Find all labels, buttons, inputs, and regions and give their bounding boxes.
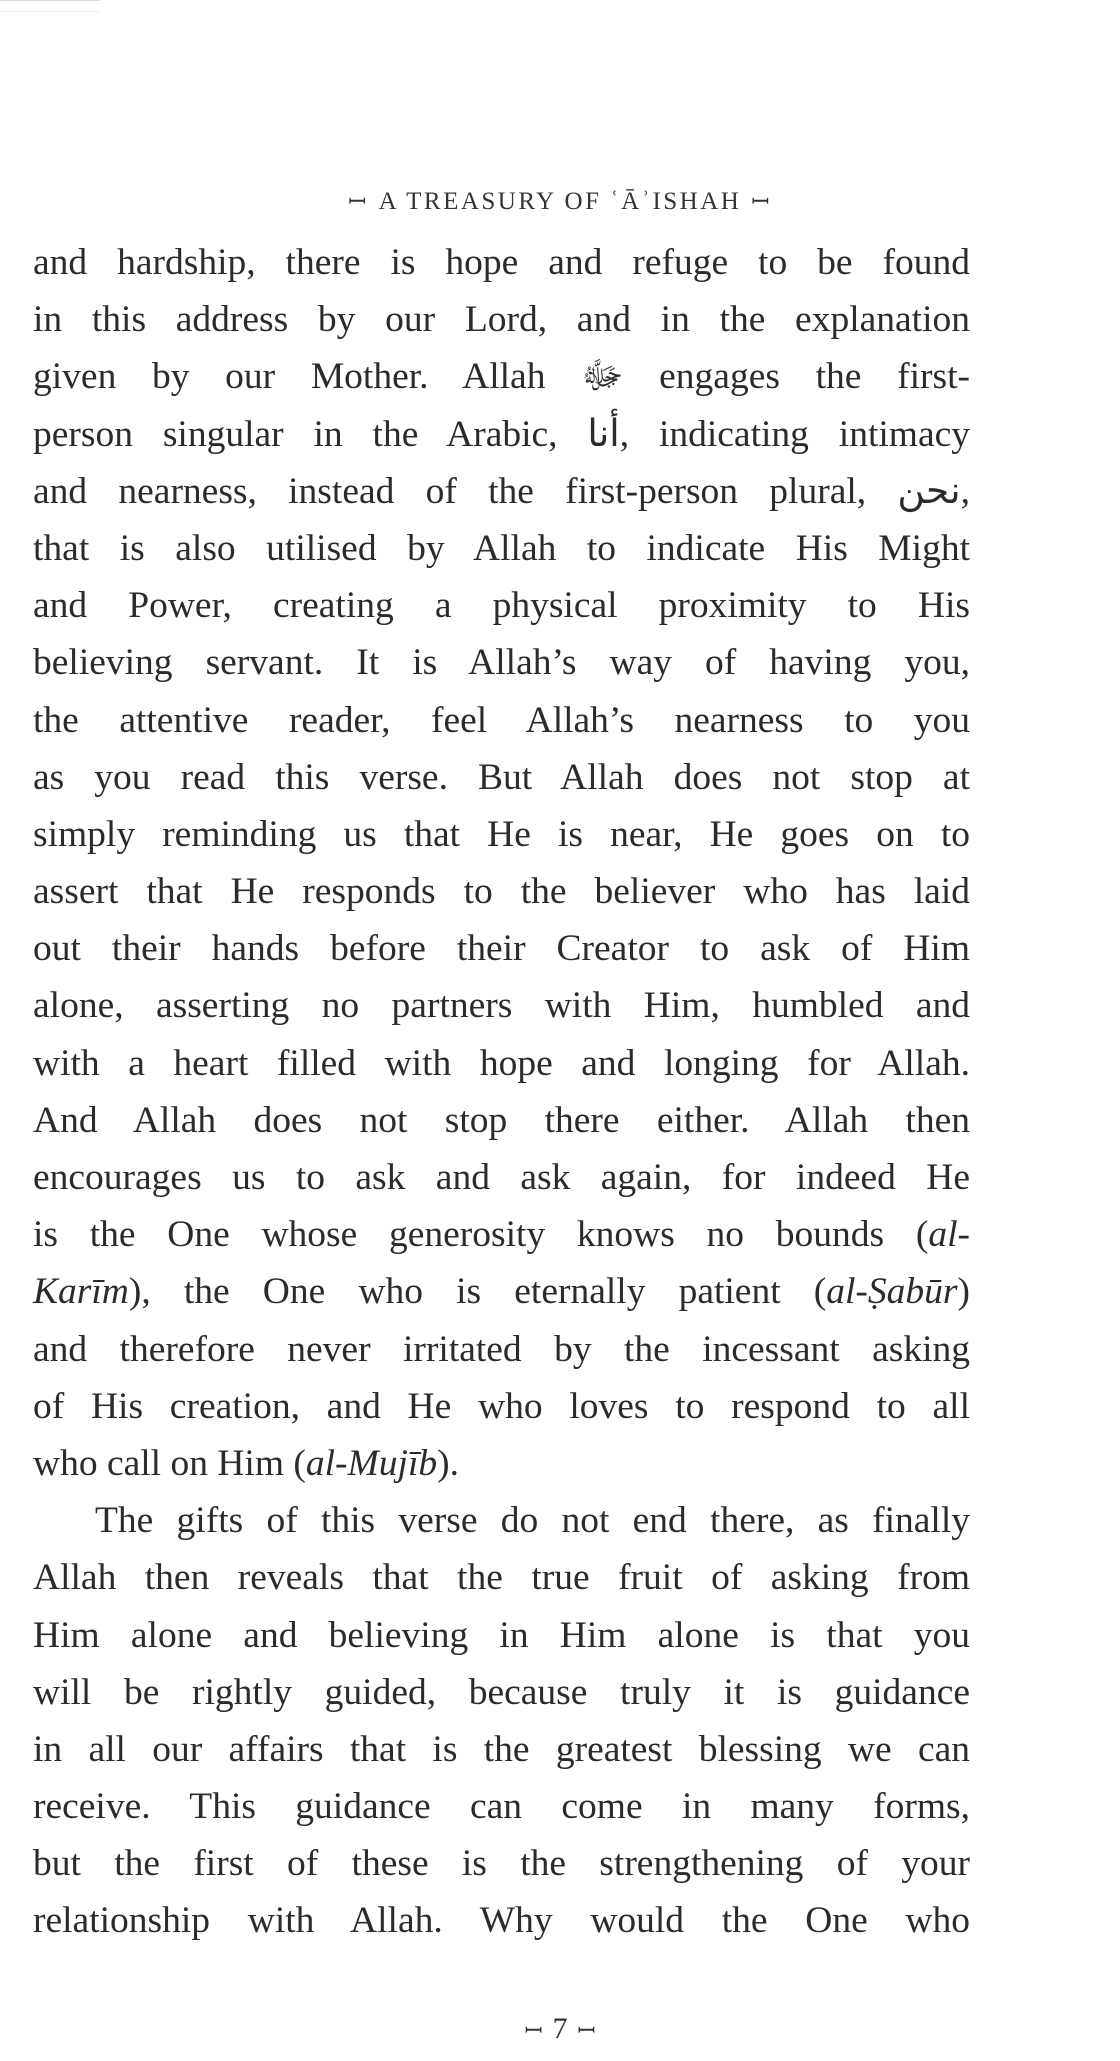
text-line: The gifts of this verse do not end there, as finally (95, 1500, 970, 1542)
text-line: And Allah does not stop there either. Allah then (33, 1099, 970, 1141)
text-line: and hardship, there is hope and refuge to be found (33, 242, 970, 283)
page-number: 7 (552, 2012, 568, 2045)
text-line: with a heart filled with hope and longing for Allah. (33, 1042, 970, 1084)
body-text (33, 234, 970, 1950)
scan-edge-mark (0, 0, 100, 12)
ornament-left-icon: ꟷ (348, 189, 369, 214)
text-line: Karīm), the One who is eternally patient (al-Ṣabūr) (33, 1271, 970, 1313)
text-line: and Power, creating a physical proximity to His (33, 585, 970, 627)
ornament-right-icon: ꟷ (577, 2018, 596, 2043)
text-line: out their hands before their Creator to ask of Him (33, 928, 970, 970)
page-footer (0, 2012, 1120, 2046)
ornament-left-icon: ꟷ (524, 2018, 543, 2043)
text-line: and nearness, instead of the first-person plural, نحن, (33, 470, 970, 512)
text-line: believing servant. It is Allah’s way of having you, (33, 642, 970, 684)
text-line: and therefore never irritated by the incessant asking (33, 1328, 970, 1370)
text-line: that is also utilised by Allah to indicate His Might (33, 527, 970, 569)
text-line: who call on Him (al-Mujīb). (33, 1442, 459, 1484)
running-header (0, 186, 1120, 216)
text-line: alone, asserting no partners with Him, humbled and (33, 985, 970, 1027)
text-line: relationship with Allah. Why would the One who (33, 1900, 970, 1942)
header-title: A TREASURY OF ʿĀʾISHAH (378, 188, 742, 215)
text-line: in this address by our Lord, and in the explanation (33, 299, 970, 341)
text-line: but the first of these is the strengthening of your (33, 1843, 970, 1885)
text-line: encourages us to ask and ask again, for indeed He (33, 1157, 970, 1198)
text-line: the attentive reader, feel Allah’s nearness to you (33, 699, 970, 741)
text-line: assert that He responds to the believer who has laid (33, 871, 970, 913)
text-line: receive. This guidance can come in many forms, (33, 1786, 970, 1828)
text-line: Allah then reveals that the true fruit of asking from (33, 1557, 970, 1599)
ornament-right-icon: ꟷ (751, 189, 772, 214)
text-line: as you read this verse. But Allah does not stop at (33, 756, 970, 798)
text-line: will be rightly guided, because truly it is guidance (33, 1671, 970, 1713)
text-line: of His creation, and He who loves to respond to all (33, 1385, 970, 1427)
text-line: simply reminding us that He is near, He goes on to (33, 813, 970, 855)
text-line: person singular in the Arabic, أنا, indicating intimacy (33, 413, 970, 455)
text-line: Him alone and believing in Him alone is that you (33, 1614, 970, 1656)
text-line: in all our affairs that is the greatest blessing we can (33, 1728, 970, 1770)
text-line: given by our Mother. Allah ﷻ engages the first- (33, 356, 971, 398)
text-line: is the One whose generosity knows no bounds (al- (33, 1214, 970, 1256)
